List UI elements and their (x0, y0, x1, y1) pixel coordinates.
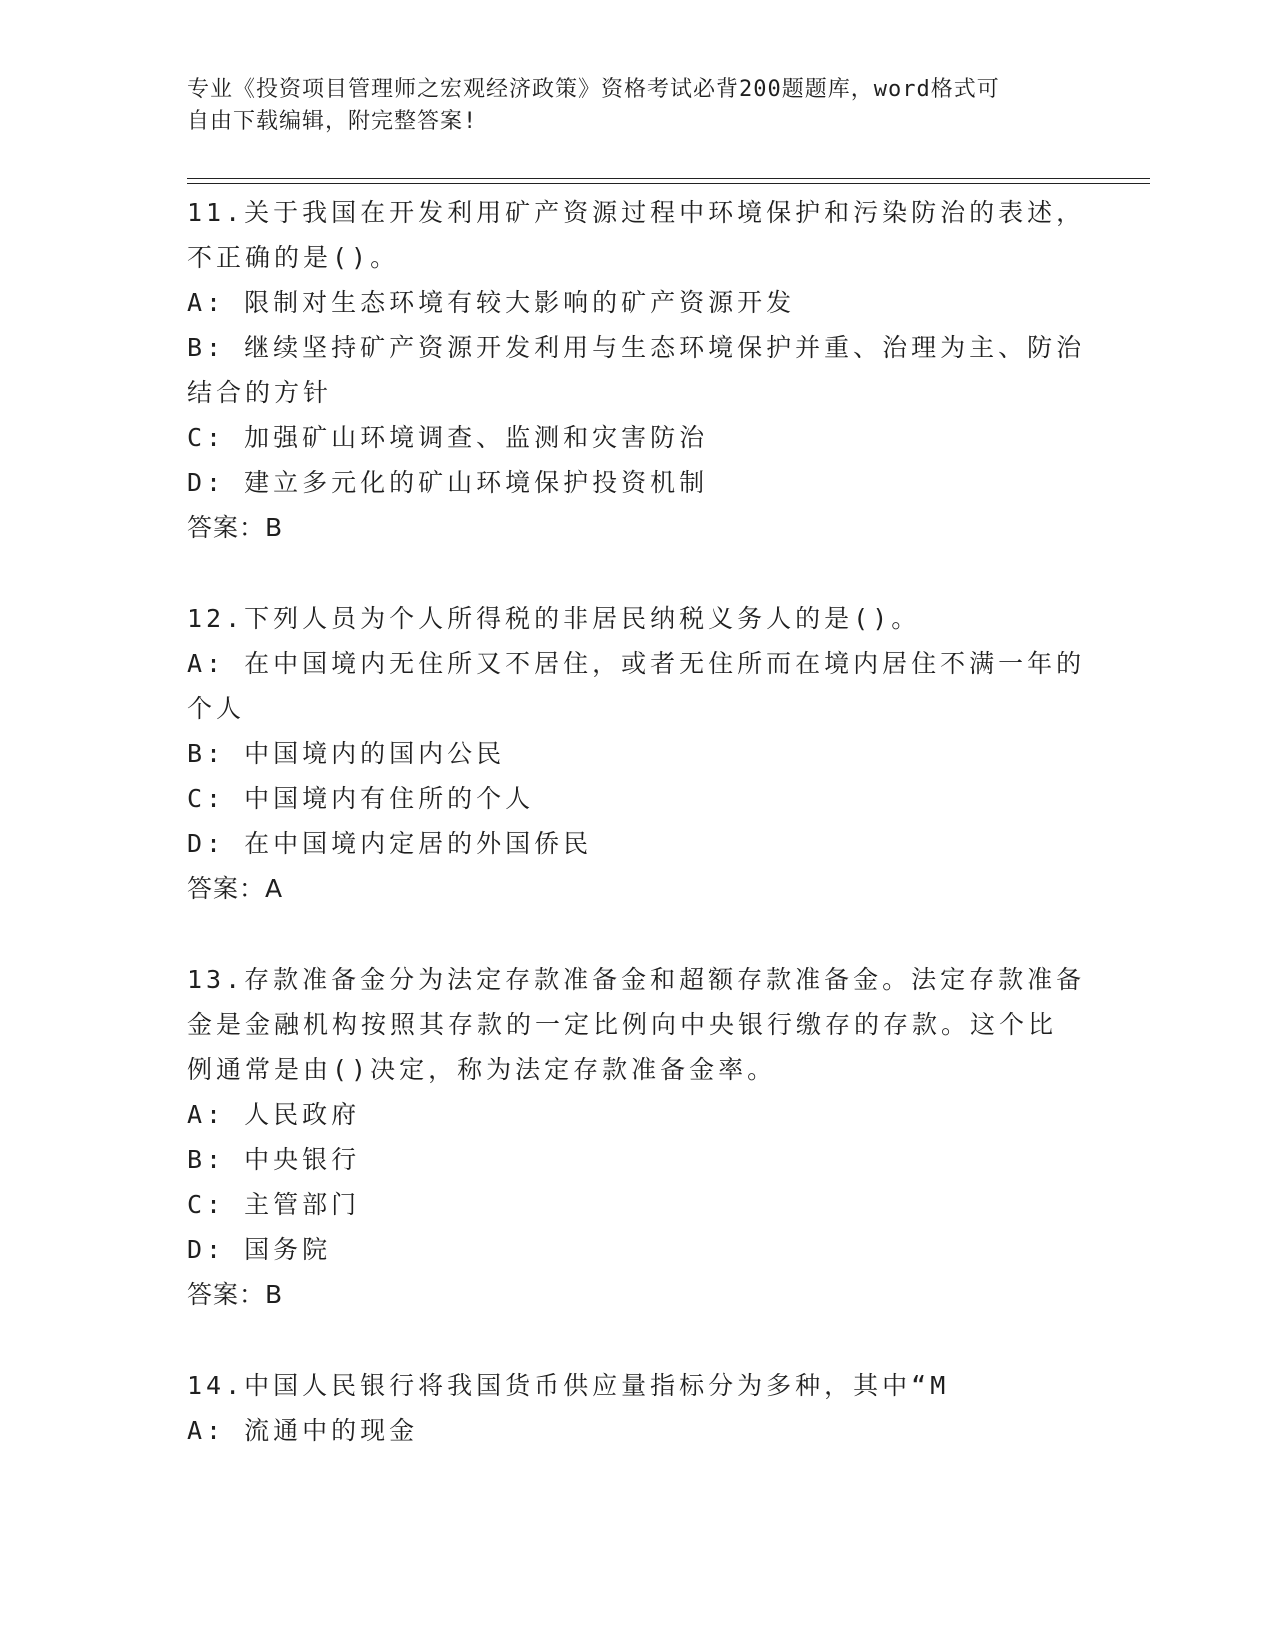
header-line-2: 自由下载编辑，附完整答案! (187, 109, 478, 134)
question-text-line: 11.关于我国在开发利用矿产资源过程中环境保护和污染防治的表述， (187, 198, 1086, 227)
question-text-line: 不正确的是()。 (187, 243, 400, 272)
question-11 (187, 190, 1087, 550)
option-a-continued: 个人 (187, 694, 246, 723)
option-a: A: 限制对生态环境有较大影响的矿产资源开发 (187, 288, 796, 317)
question-list (187, 190, 1087, 1453)
option-d: D: 国务院 (187, 1235, 332, 1264)
header-divider-bottom (187, 183, 1150, 184)
answer-label: 答案：A (187, 874, 284, 903)
question-text-line: 金是金融机构按照其存款的一定比例向中央银行缴存的存款。这个比 (187, 1010, 1058, 1039)
option-c: C: 加强矿山环境调查、监测和灾害防治 (187, 423, 709, 452)
option-a: A: 在中国境内无住所又不居住，或者无住所而在境内居住不满一年的 (187, 649, 1086, 678)
question-14 (187, 1363, 1087, 1453)
question-text-line: 14.中国人民银行将我国货币供应量指标分为多种，其中“M (187, 1371, 950, 1400)
header-divider-top (187, 178, 1150, 179)
answer-label: 答案：B (187, 1280, 284, 1309)
option-c: C: 主管部门 (187, 1190, 361, 1219)
question-text-line: 12.下列人员为个人所得税的非居民纳税义务人的是()。 (187, 604, 921, 633)
option-d: D: 建立多元化的矿山环境保护投资机制 (187, 468, 709, 497)
option-b: B: 继续坚持矿产资源开发利用与生态环境保护并重、治理为主、防治 (187, 333, 1086, 362)
option-a: A: 流通中的现金 (187, 1416, 419, 1445)
question-13 (187, 957, 1087, 1317)
question-text-line: 13.存款准备金分为法定存款准备金和超额存款准备金。法定存款准备 (187, 965, 1086, 994)
question-12 (187, 596, 1087, 911)
option-b-continued: 结合的方针 (187, 378, 333, 407)
option-d: D: 在中国境内定居的外国侨民 (187, 829, 593, 858)
answer-label: 答案：B (187, 513, 284, 542)
option-c: C: 中国境内有住所的个人 (187, 784, 535, 813)
header-line-1: 专业《投资项目管理师之宏观经济政策》资格考试必背200题题库，word格式可 (187, 77, 1000, 102)
document-header (187, 74, 1087, 138)
question-text-line: 例通常是由()决定，称为法定存款准备金率。 (187, 1055, 777, 1084)
option-b: B: 中国境内的国内公民 (187, 739, 506, 768)
option-a: A: 人民政府 (187, 1100, 361, 1129)
option-b: B: 中央银行 (187, 1145, 361, 1174)
